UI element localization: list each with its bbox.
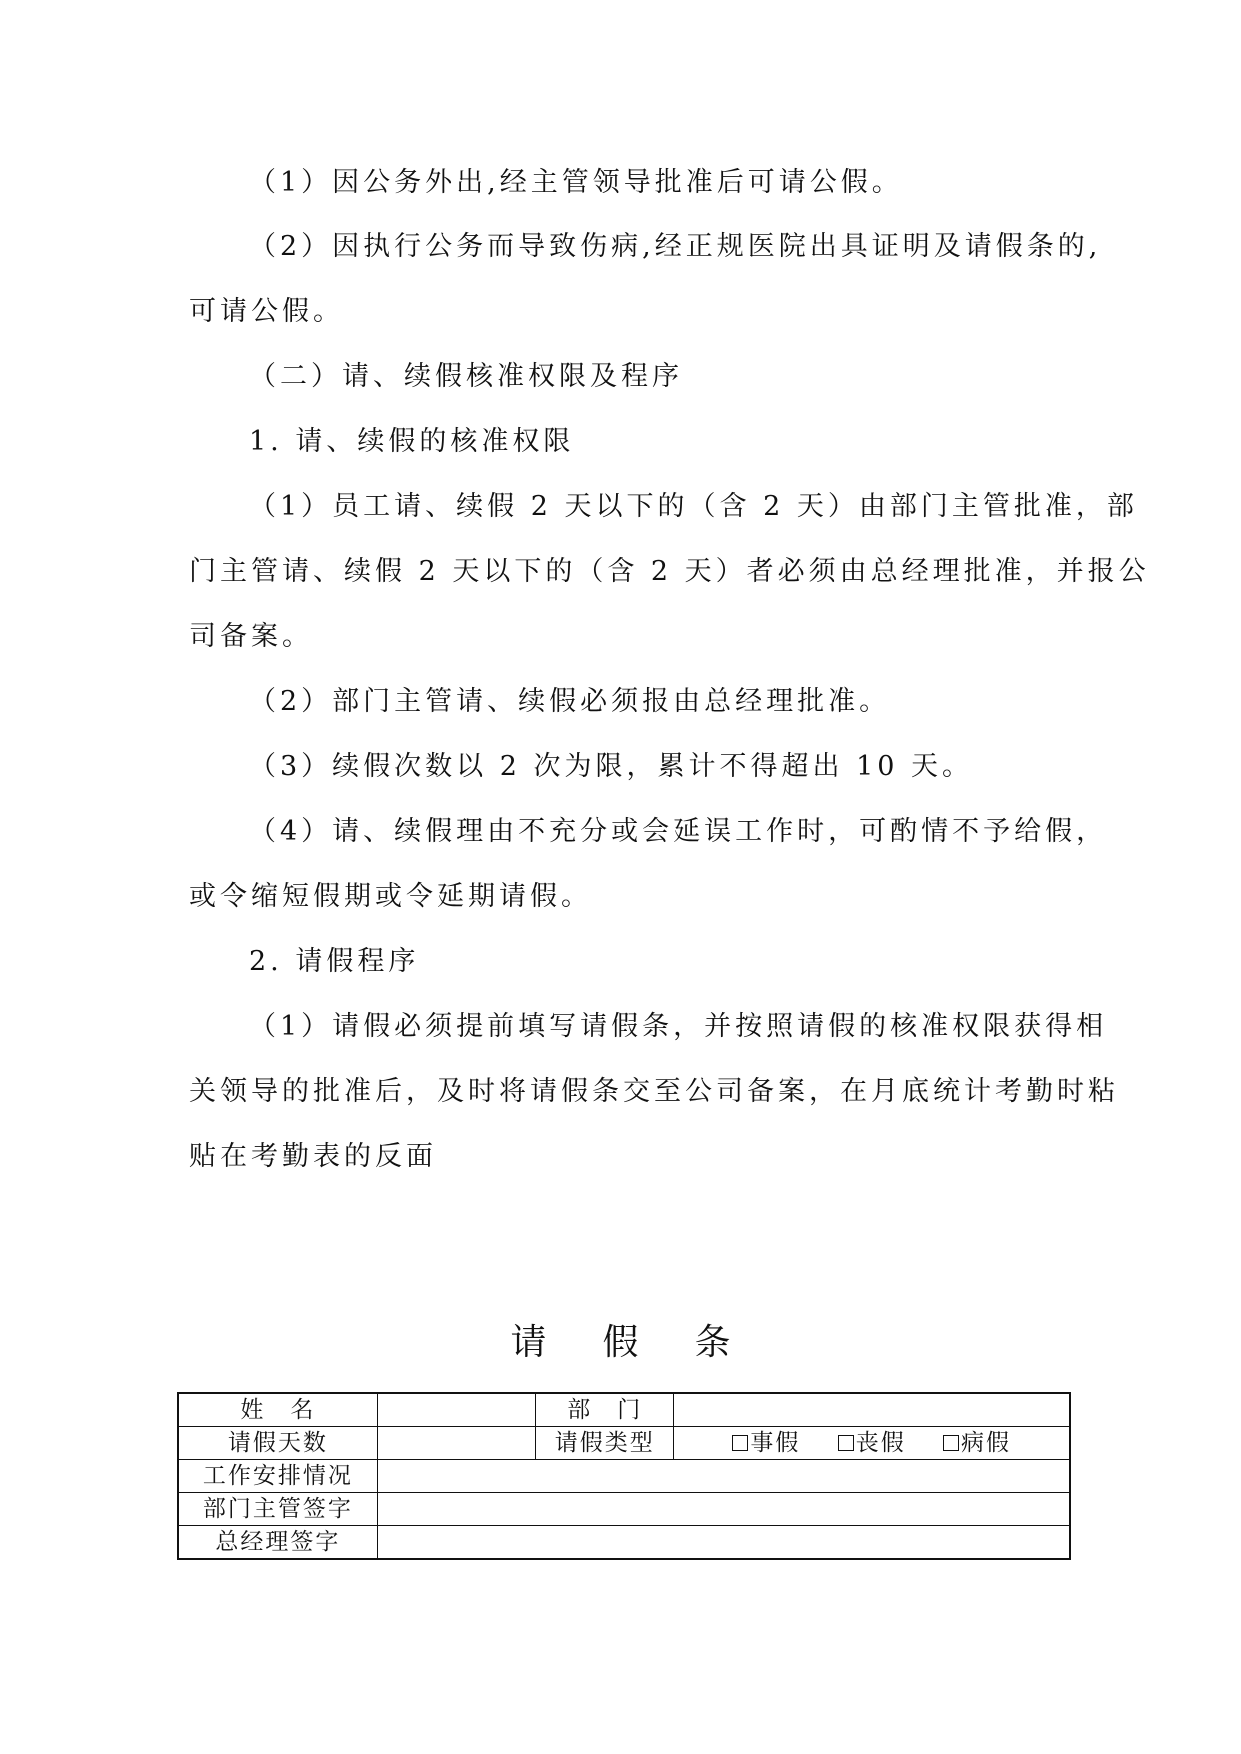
gm-sign-field[interactable] [377, 1526, 1070, 1560]
subsection-heading: 1. 请、续假的核准权限 [249, 426, 575, 457]
gm-sign-label: 总经理签字 [178, 1526, 377, 1560]
paragraph: （2）因执行公务而导致伤病,经正规医院出具证明及请假条的, [249, 231, 1102, 262]
paragraph: （4）请、续假理由不充分或会延误工作时，可酌情不予给假， [249, 816, 1108, 847]
paragraph: 贴在考勤表的反面 [189, 1141, 437, 1172]
days-field[interactable] [377, 1427, 535, 1460]
leave-type-bereavement[interactable] [838, 1430, 906, 1456]
table-row [178, 1493, 1070, 1526]
leave-type-label: 病假 [961, 1430, 1011, 1456]
section-heading: （二）请、续假核准权限及程序 [249, 361, 683, 392]
form-title-char: 假 [602, 1322, 639, 1363]
supervisor-sign-label: 部门主管签字 [178, 1493, 377, 1526]
leave-type-personal[interactable] [732, 1430, 800, 1456]
checkbox-icon[interactable] [838, 1435, 854, 1451]
checkbox-icon[interactable] [732, 1435, 748, 1451]
table-row [178, 1393, 1070, 1427]
checkbox-icon[interactable] [943, 1435, 959, 1451]
paragraph: （1）员工请、续假 2 天以下的（含 2 天）由部门主管批准，部 [249, 491, 1138, 522]
leave-type-label: 丧假 [855, 1430, 906, 1456]
form-title-char: 请 [510, 1322, 547, 1363]
paragraph: 司备案。 [189, 621, 313, 652]
paragraph: （1）请假必须提前填写请假条，并按照请假的核准权限获得相 [249, 1011, 1108, 1042]
days-label: 请假天数 [178, 1427, 377, 1460]
subsection-heading: 2. 请假程序 [249, 946, 420, 977]
department-label: 部 门 [536, 1393, 674, 1427]
name-field[interactable] [377, 1393, 535, 1427]
leave-type-options [674, 1427, 1070, 1460]
name-label: 姓 名 [178, 1393, 377, 1427]
paragraph: （1）因公务外出,经主管领导批准后可请公假。 [249, 167, 903, 198]
leave-type-sick[interactable] [943, 1430, 1011, 1456]
table-row [178, 1460, 1070, 1493]
type-label: 请假类型 [536, 1427, 674, 1460]
form-title-char: 条 [694, 1322, 731, 1363]
paragraph: （3）续假次数以 2 次为限，累计不得超出 10 天。 [249, 751, 974, 782]
table-row [178, 1526, 1070, 1560]
paragraph: （2）部门主管请、续假必须报由总经理批准。 [249, 686, 891, 717]
arrangement-field[interactable] [377, 1460, 1070, 1493]
arrangement-label: 工作安排情况 [178, 1460, 377, 1493]
paragraph: 可请公假。 [189, 296, 344, 327]
form-title [0, 1318, 1241, 1368]
paragraph: 门主管请、续假 2 天以下的（含 2 天）者必须由总经理批准，并报公 [189, 556, 1150, 587]
supervisor-sign-field[interactable] [377, 1493, 1070, 1526]
table-row [178, 1427, 1070, 1460]
department-field[interactable] [674, 1393, 1070, 1427]
leave-form-table [177, 1392, 1071, 1560]
paragraph: 或令缩短假期或令延期请假。 [189, 881, 592, 912]
leave-type-label: 事假 [750, 1430, 801, 1456]
paragraph: 关领导的批准后，及时将请假条交至公司备案，在月底统计考勤时粘 [189, 1076, 1119, 1107]
